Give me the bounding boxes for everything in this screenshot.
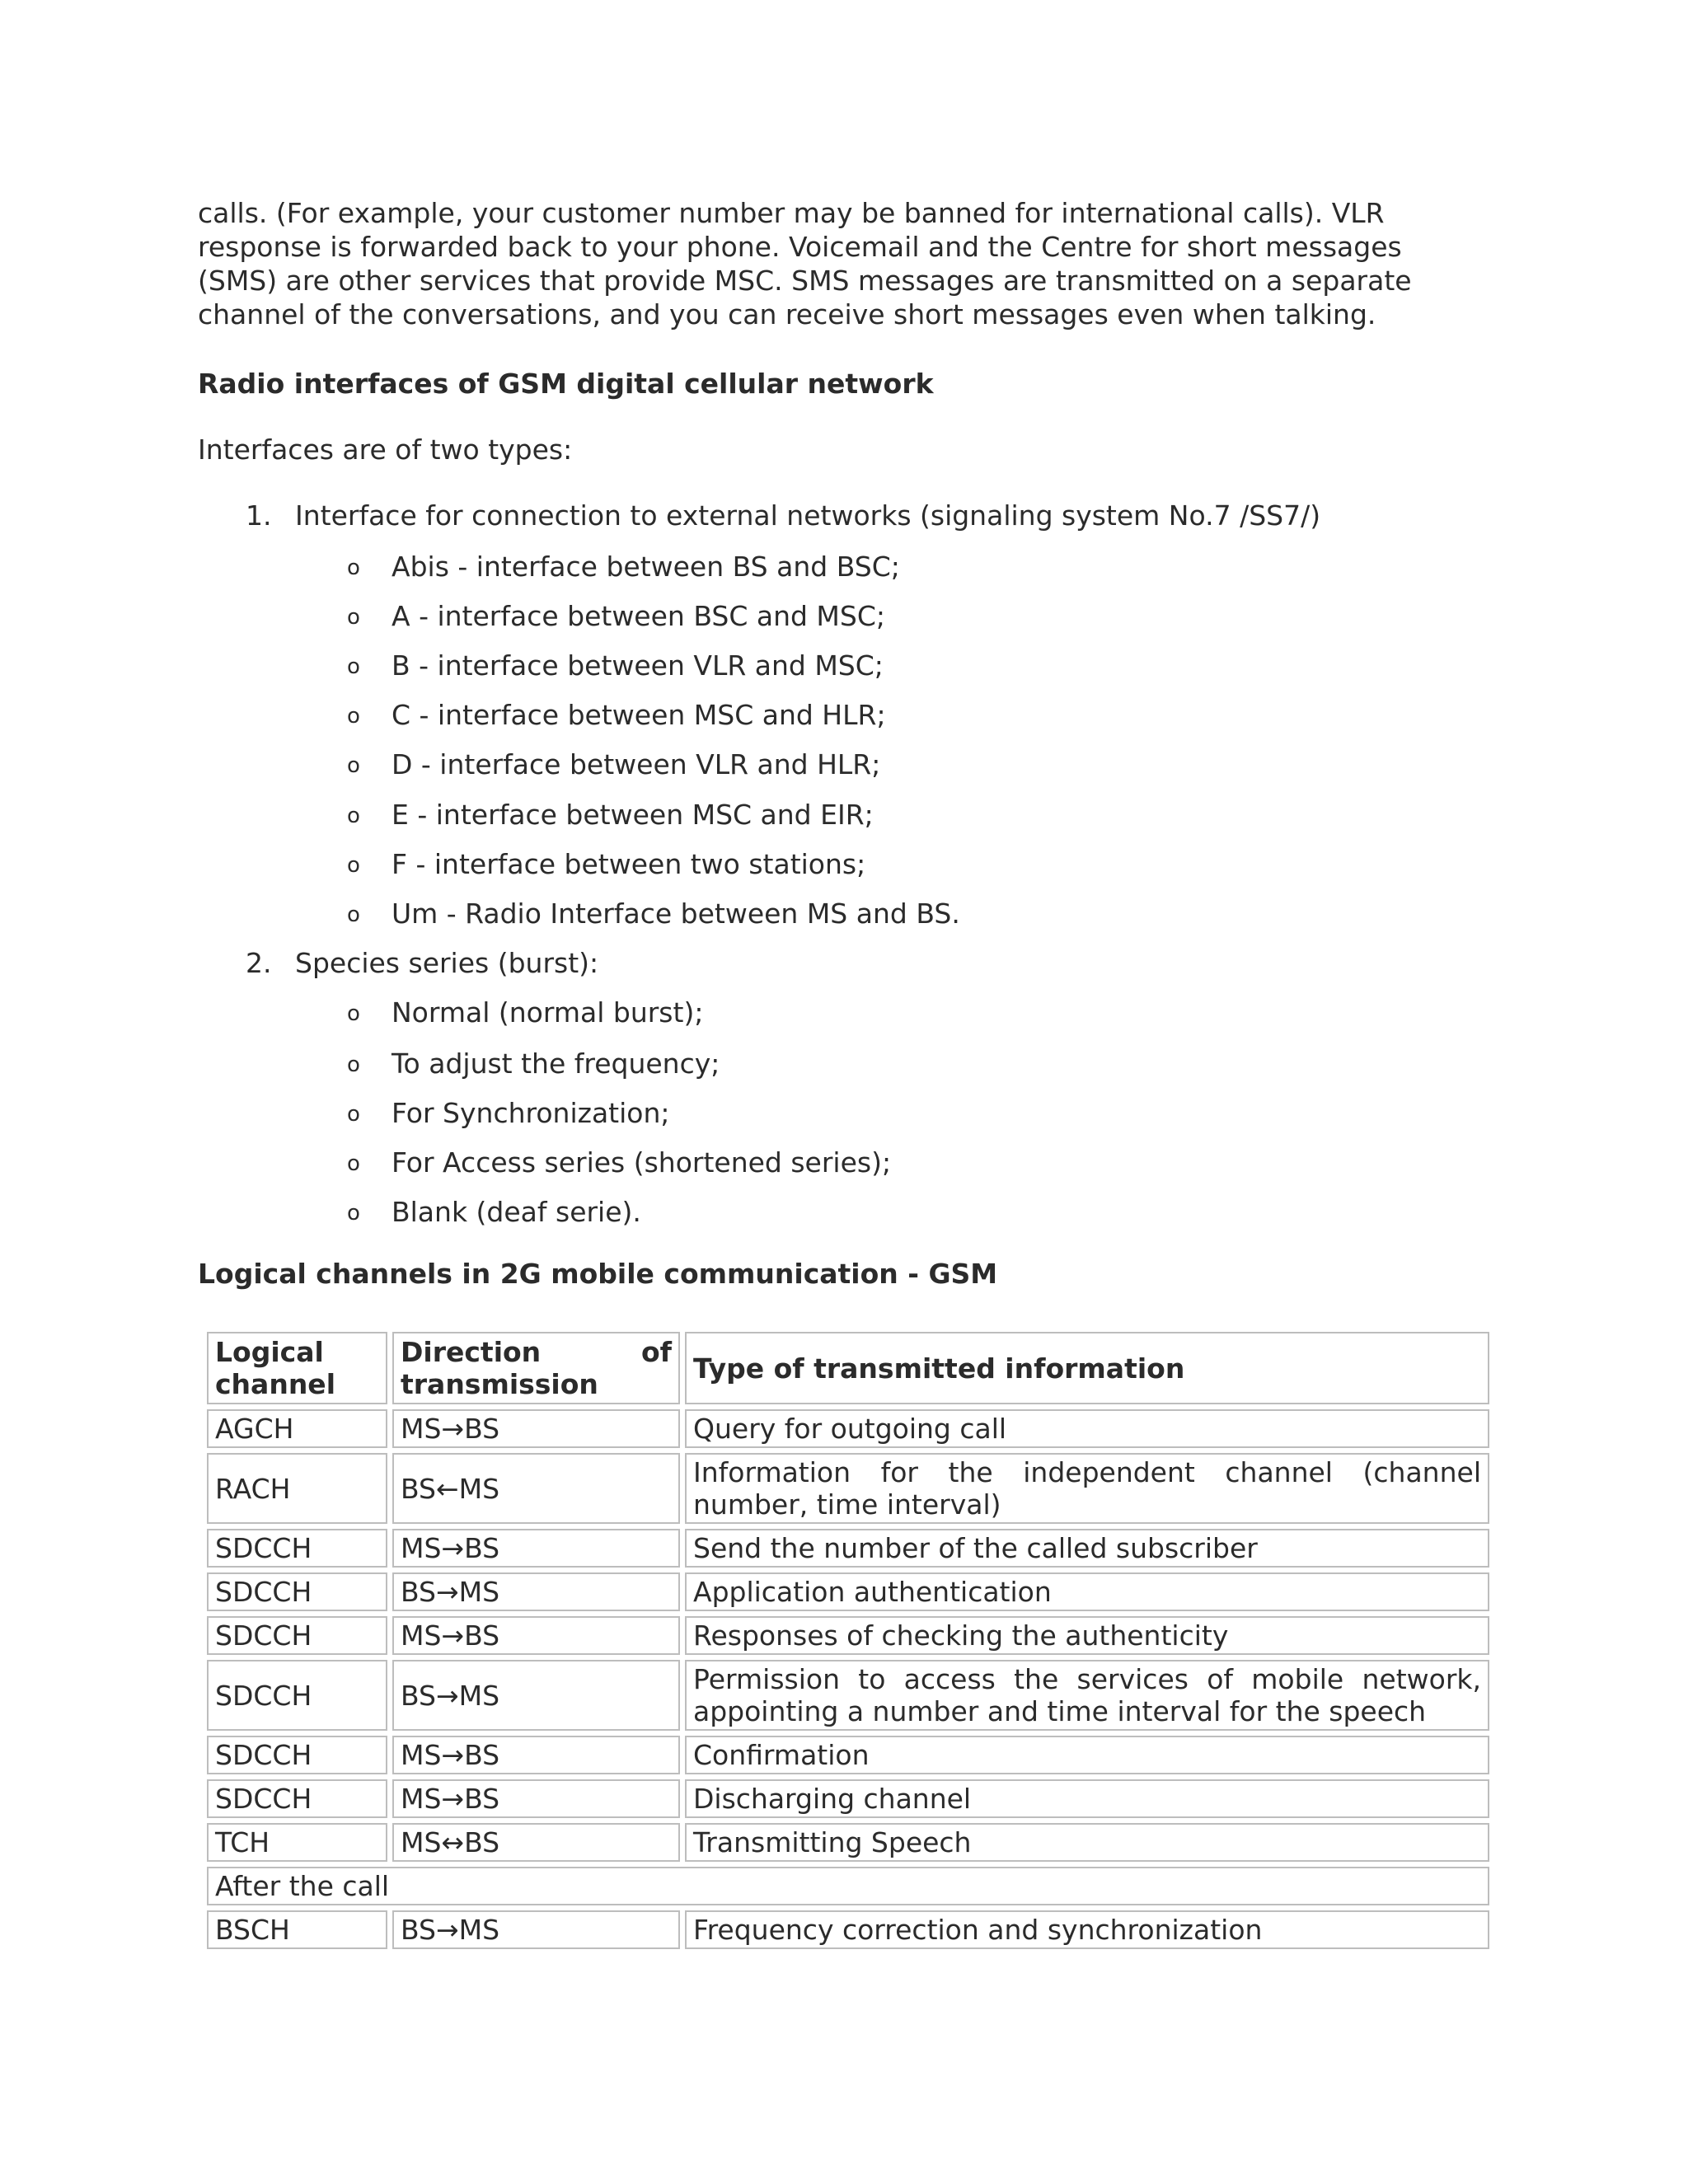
table-row [207, 1453, 1489, 1524]
interfaces-intro: Interfaces are of two types: [198, 434, 573, 466]
section-heading-radio-interfaces: Radio interfaces of GSM digital cellular network [198, 368, 934, 400]
bullet-text: Um - Radio Interface between MS and BS. [392, 898, 960, 930]
bullet-text: B - interface between VLR and MSC; [392, 649, 884, 682]
cell-info: Query for outgoing call [685, 1409, 1489, 1448]
table-row [207, 1529, 1489, 1568]
bullet-text: Blank (deaf serie). [392, 1196, 641, 1228]
bullet-text: To adjust the frequency; [392, 1047, 720, 1080]
cell-channel: BSCH [207, 1910, 387, 1949]
bullet-icon: o [347, 853, 360, 878]
cell-after-the-call: After the call [207, 1867, 1489, 1905]
cell-direction: MS↔BS [392, 1823, 680, 1862]
bullet-icon: o [347, 1201, 360, 1226]
bullet-icon: o [347, 1052, 360, 1077]
bullet-icon: o [347, 654, 360, 679]
table-row [207, 1409, 1489, 1448]
cell-direction: BS→MS [392, 1660, 680, 1731]
cell-direction: BS←MS [392, 1453, 680, 1524]
cell-channel: SDCCH [207, 1529, 387, 1568]
bullet-text: Normal (normal burst); [392, 996, 704, 1029]
cell-channel: AGCH [207, 1409, 387, 1448]
bullet-text: Abis - interface between BS and BSC; [392, 551, 900, 583]
bullet-text: For Access series (shortened series); [392, 1146, 892, 1179]
bullet-text: C - interface between MSC and HLR; [392, 699, 886, 731]
table-row [207, 1823, 1489, 1862]
cell-direction: MS→BS [392, 1529, 680, 1568]
bullet-text: D - interface between VLR and HLR; [392, 748, 881, 780]
cell-direction: BS→MS [392, 1910, 680, 1949]
cell-direction: MS→BS [392, 1779, 680, 1818]
bullet-icon: o [347, 804, 360, 828]
cell-channel: SDCCH [207, 1736, 387, 1774]
cell-channel: RACH [207, 1453, 387, 1524]
bullet-icon: o [347, 1001, 360, 1026]
cell-direction: BS→MS [392, 1572, 680, 1611]
bullet-icon: o [347, 605, 360, 630]
cell-channel: TCH [207, 1823, 387, 1862]
cell-info: Discharging channel [685, 1779, 1489, 1818]
cell-direction: MS→BS [392, 1736, 680, 1774]
cell-info: Responses of checking the authenticity [685, 1616, 1489, 1655]
table-row [207, 1779, 1489, 1818]
list-item-text: Species series (burst): [295, 947, 599, 979]
cell-info: Send the number of the called subscriber [685, 1529, 1489, 1568]
section-heading-logical-channels: Logical channels in 2G mobile communication - GSM [198, 1258, 998, 1290]
table-span-row [207, 1867, 1489, 1905]
bullet-text: A - interface between BSC and MSC; [392, 600, 886, 632]
cell-info: Application authentication [685, 1572, 1489, 1611]
cell-channel: SDCCH [207, 1660, 387, 1731]
table-row [207, 1910, 1489, 1949]
logical-channels-table [202, 1327, 1494, 1954]
list-number: 1. [246, 499, 272, 532]
cell-direction: MS→BS [392, 1409, 680, 1448]
bullet-text: For Synchronization; [392, 1097, 670, 1129]
bullet-icon: o [347, 902, 360, 927]
bullet-icon: o [347, 753, 360, 778]
cell-info: Transmitting Speech [685, 1823, 1489, 1862]
header-logical-channel: Logical channel [207, 1332, 387, 1404]
bullet-text: F - interface between two stations; [392, 848, 866, 880]
table-row [207, 1616, 1489, 1655]
cell-info: Confirmation [685, 1736, 1489, 1774]
intro-paragraph: calls. (For example, your customer number may be banned for international calls). VLR response is forwarded back to your phone. Voicemail and the Centre for short messages (SMS) are other services that provide MSC. SMS messages are transmitted on a separate channel of the conversations, and you can receive short messages even when talking. [198, 197, 1412, 330]
cell-info: Frequency correction and synchronization [685, 1910, 1489, 1949]
table-row [207, 1660, 1489, 1731]
list-item-text: Interface for connection to external networks (signaling system No.7 /SS7/) [295, 499, 1321, 532]
bullet-icon: o [347, 555, 360, 580]
bullet-text: E - interface between MSC and EIR; [392, 799, 874, 831]
bullet-icon: o [347, 1151, 360, 1176]
table-header-row [207, 1332, 1489, 1404]
cell-channel: SDCCH [207, 1616, 387, 1655]
header-type-info: Type of transmitted information [685, 1332, 1489, 1404]
cell-info: Permission to access the services of mobile network, appointing a number and time interval for the speech [685, 1660, 1489, 1731]
cell-info: Information for the independent channel (channel number, time interval) [685, 1453, 1489, 1524]
bullet-icon: o [347, 1102, 360, 1127]
bullet-icon: o [347, 704, 360, 729]
cell-channel: SDCCH [207, 1779, 387, 1818]
table-row [207, 1736, 1489, 1774]
header-direction: Direction of transmission [392, 1332, 680, 1404]
cell-channel: SDCCH [207, 1572, 387, 1611]
list-number: 2. [246, 947, 272, 979]
table-row [207, 1572, 1489, 1611]
cell-direction: MS→BS [392, 1616, 680, 1655]
